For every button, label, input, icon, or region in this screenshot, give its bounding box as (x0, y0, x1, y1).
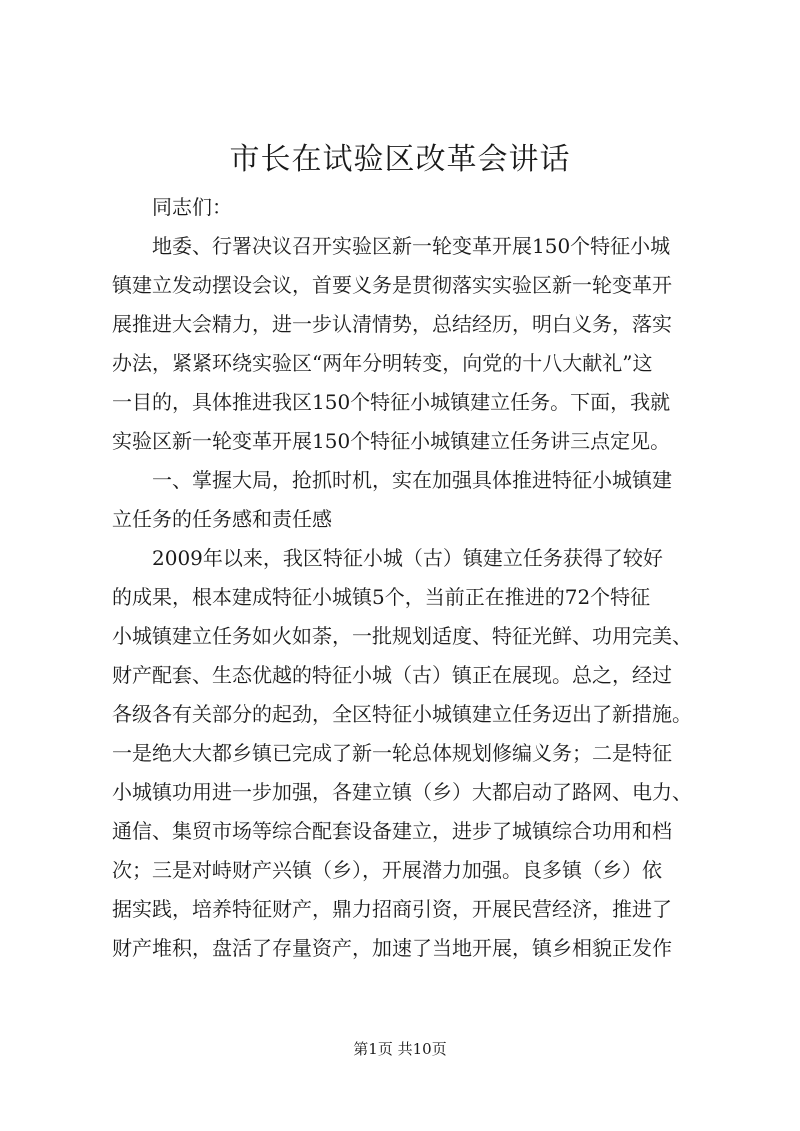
text-line: 次；三是对峙财产兴镇（乡），开展潜力加强。良多镇（乡）依 (112, 858, 662, 882)
text-line: 实验区新一轮变革开展150个特征小城镇建立任务讲三点定见。 (112, 429, 671, 453)
document-body (112, 188, 712, 968)
text-line: 小城镇建立任务如火如荼，一批规划适度、特征光鲜、功用完美、 (112, 624, 692, 648)
text-line: 一目的，具体推进我区150个特征小城镇建立任务。下面，我就 (112, 390, 671, 414)
text-line: 财产配套、生态优越的特征小城（古）镇正在展现。总之，经过 (112, 663, 672, 687)
text-line: 财产堆积，盘活了存量资产，加速了当地开展，镇乡相貌正发作 (112, 936, 672, 960)
text-line: 同志们： (152, 195, 232, 219)
text-line: 2009年以来，我区特征小城（古）镇建立任务获得了较好 (152, 546, 663, 570)
text-line: 地委、行署决议召开实验区新一轮变革开展150个特征小城 (152, 234, 671, 258)
text-line: 一是绝大大都乡镇已完成了新一轮总体规划修编义务；二是特征 (112, 741, 672, 765)
document-title: 市长在试验区改革会讲话 (229, 142, 571, 177)
text-line: 镇建立发动摆设会议，首要义务是贯彻落实实验区新一轮变革开 (112, 273, 672, 297)
text-line: 办法，紧紧环绕实验区“两年分明转变，向党的十八大献礼”这 (112, 351, 653, 375)
text-line: 立任务的任务感和责任感 (112, 507, 332, 531)
text-line: 展推进大会精力，进一步认清情势，总结经历，明白义务，落实 (112, 312, 672, 336)
text-line: 小城镇功用进一步加强，各建立镇（乡）大都启动了路网、电力、 (112, 780, 692, 804)
page-footer: 第1页 共10页 (353, 1040, 447, 1058)
text-line: 一、掌握大局，抢抓时机，实在加强具体推进特征小城镇建 (152, 468, 672, 492)
text-line: 据实践，培养特征财产，鼎力招商引资，开展民营经济，推进了 (112, 897, 672, 921)
text-line: 的成果，根本建成特征小城镇5个，当前正在推进的72个特征 (112, 585, 651, 609)
text-line: 通信、集贸市场等综合配套设备建立，进步了城镇综合功用和档 (112, 819, 672, 843)
text-line: 各级各有关部分的起劲，全区特征小城镇建立任务迈出了新措施。 (112, 702, 692, 726)
